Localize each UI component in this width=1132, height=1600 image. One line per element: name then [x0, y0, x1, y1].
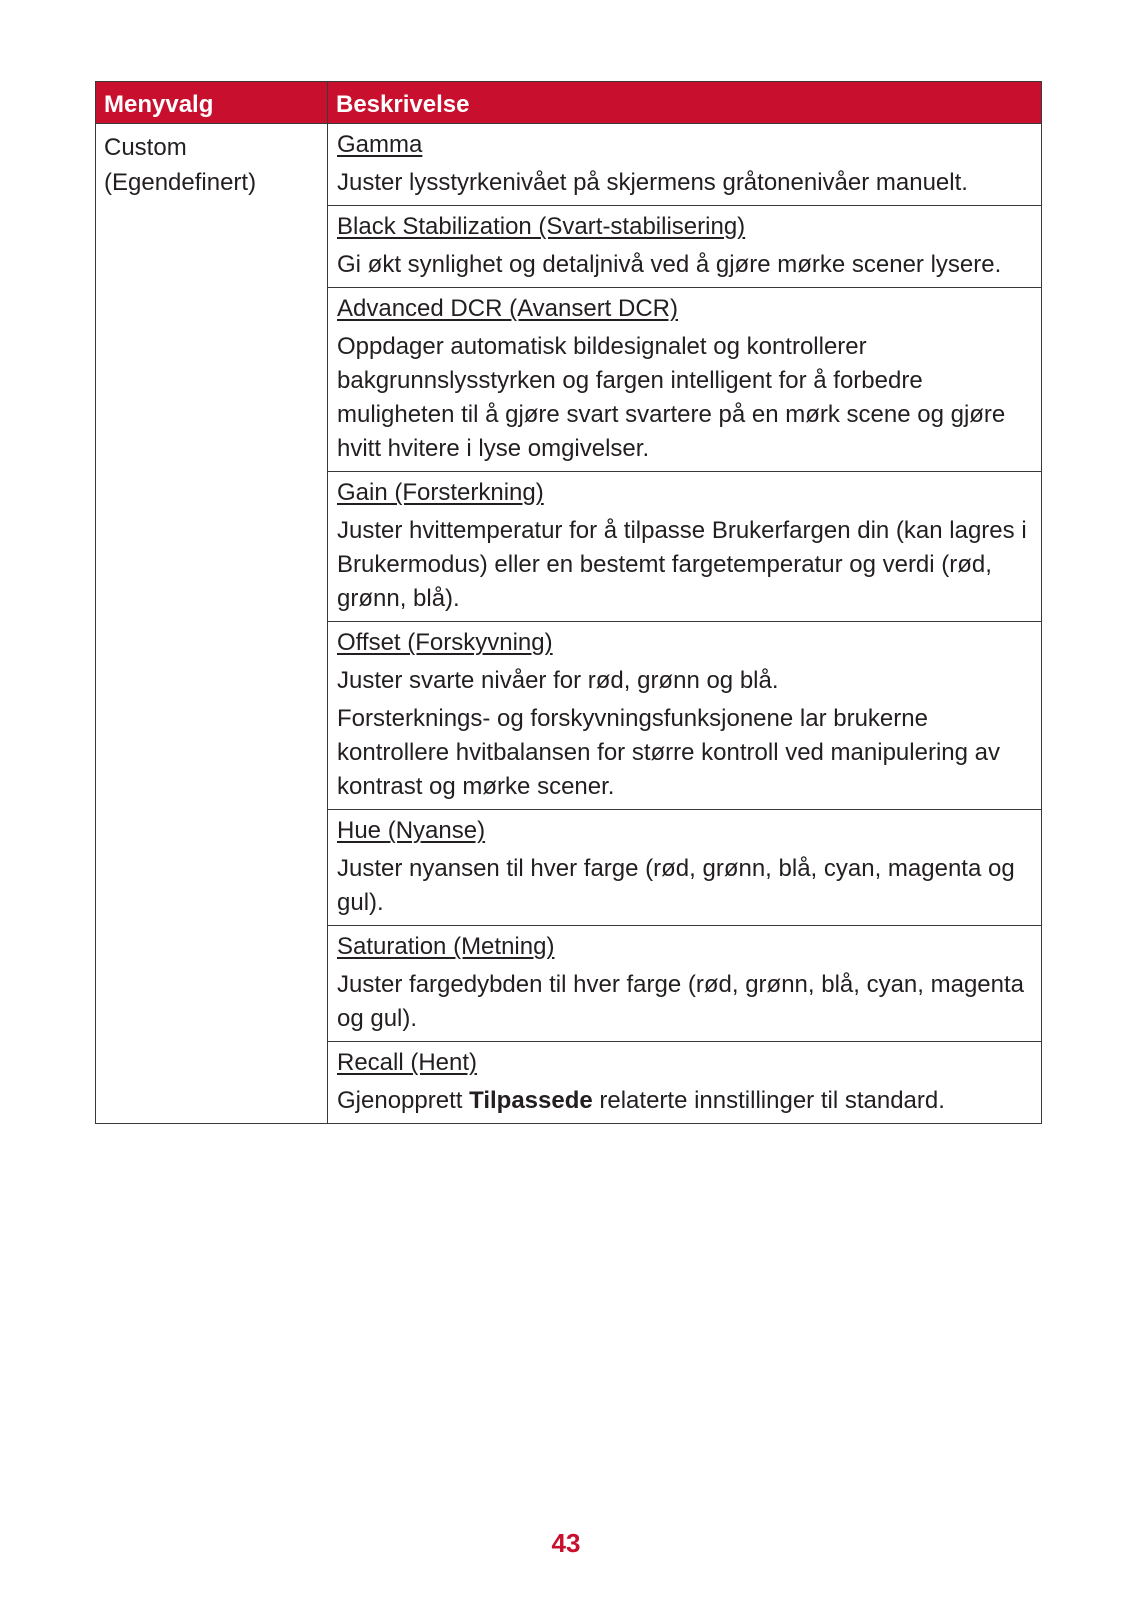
- menu-option-sublabel: (Egendefinert): [104, 169, 257, 196]
- setting-description: Juster nyansen til hver farge (rød, grønn, blå, cyan, magenta og gul).: [337, 855, 1015, 916]
- setting-title: Black Stabilization (Svart-stabilisering): [337, 213, 746, 240]
- description-cell: [328, 288, 1042, 472]
- header-menu-option: Menyvalg: [96, 82, 328, 124]
- setting-title: Gamma: [337, 131, 423, 158]
- description-text: Gjenopprett: [337, 1087, 470, 1114]
- menu-option-label: Custom: [104, 134, 187, 161]
- description-cell: [328, 206, 1042, 288]
- setting-description: Juster hvittemperatur for å tilpasse Brukerfargen din (kan lagres i Brukermodus) eller en bestemt fargetemperatur og verdi (rød, grønn, blå).: [337, 517, 1027, 612]
- table-row: [96, 124, 1042, 206]
- setting-description: Juster fargedybden til hver farge (rød, grønn, blå, cyan, magenta og gul).: [337, 971, 1025, 1032]
- setting-description: Juster lysstyrkenivået på skjermens gråtonenivåer manuelt.: [337, 169, 968, 196]
- settings-table: [95, 81, 1042, 1124]
- setting-title: Recall (Hent): [337, 1049, 478, 1076]
- description-cell: [328, 810, 1042, 926]
- description-cell: [328, 1042, 1042, 1124]
- setting-description: Juster svarte nivåer for rød, grønn og blå.: [337, 667, 779, 694]
- description-cell: [328, 472, 1042, 622]
- description-cell: [328, 926, 1042, 1042]
- setting-title: Saturation (Metning): [337, 933, 555, 960]
- setting-description: Forsterknings- og forskyvningsfunksjonene lar brukerne kontrollere hvitbalansen for større kontroll ved manipulering av kontrast og mørke scener.: [337, 705, 1000, 800]
- page-number: 43: [551, 1528, 581, 1558]
- setting-title: Gain (Forsterkning): [337, 479, 544, 506]
- description-cell: [328, 622, 1042, 810]
- setting-title: Hue (Nyanse): [337, 817, 486, 844]
- setting-description: Oppdager automatisk bildesignalet og kontrollerer bakgrunnslysstyrken og fargen intelligent for å forbedre muligheten til å gjøre svart svartere på en mørk scene og gjøre hvitt hvitere i lyse omgivelser.: [337, 333, 1006, 462]
- description-text: relaterte innstillinger til standard.: [592, 1087, 945, 1114]
- header-description: Beskrivelse: [328, 82, 1042, 124]
- setting-title: Offset (Forskyvning): [337, 629, 553, 656]
- setting-title: Advanced DCR (Avansert DCR): [337, 295, 679, 322]
- setting-description: Gi økt synlighet og detaljnivå ved å gjøre mørke scener lysere.: [337, 251, 1002, 278]
- description-bold-term: Tilpassede: [469, 1087, 593, 1114]
- setting-description: [337, 1084, 1033, 1118]
- table-header-row: [96, 82, 1042, 124]
- menu-option-cell: [96, 124, 328, 1124]
- description-cell: [328, 124, 1042, 206]
